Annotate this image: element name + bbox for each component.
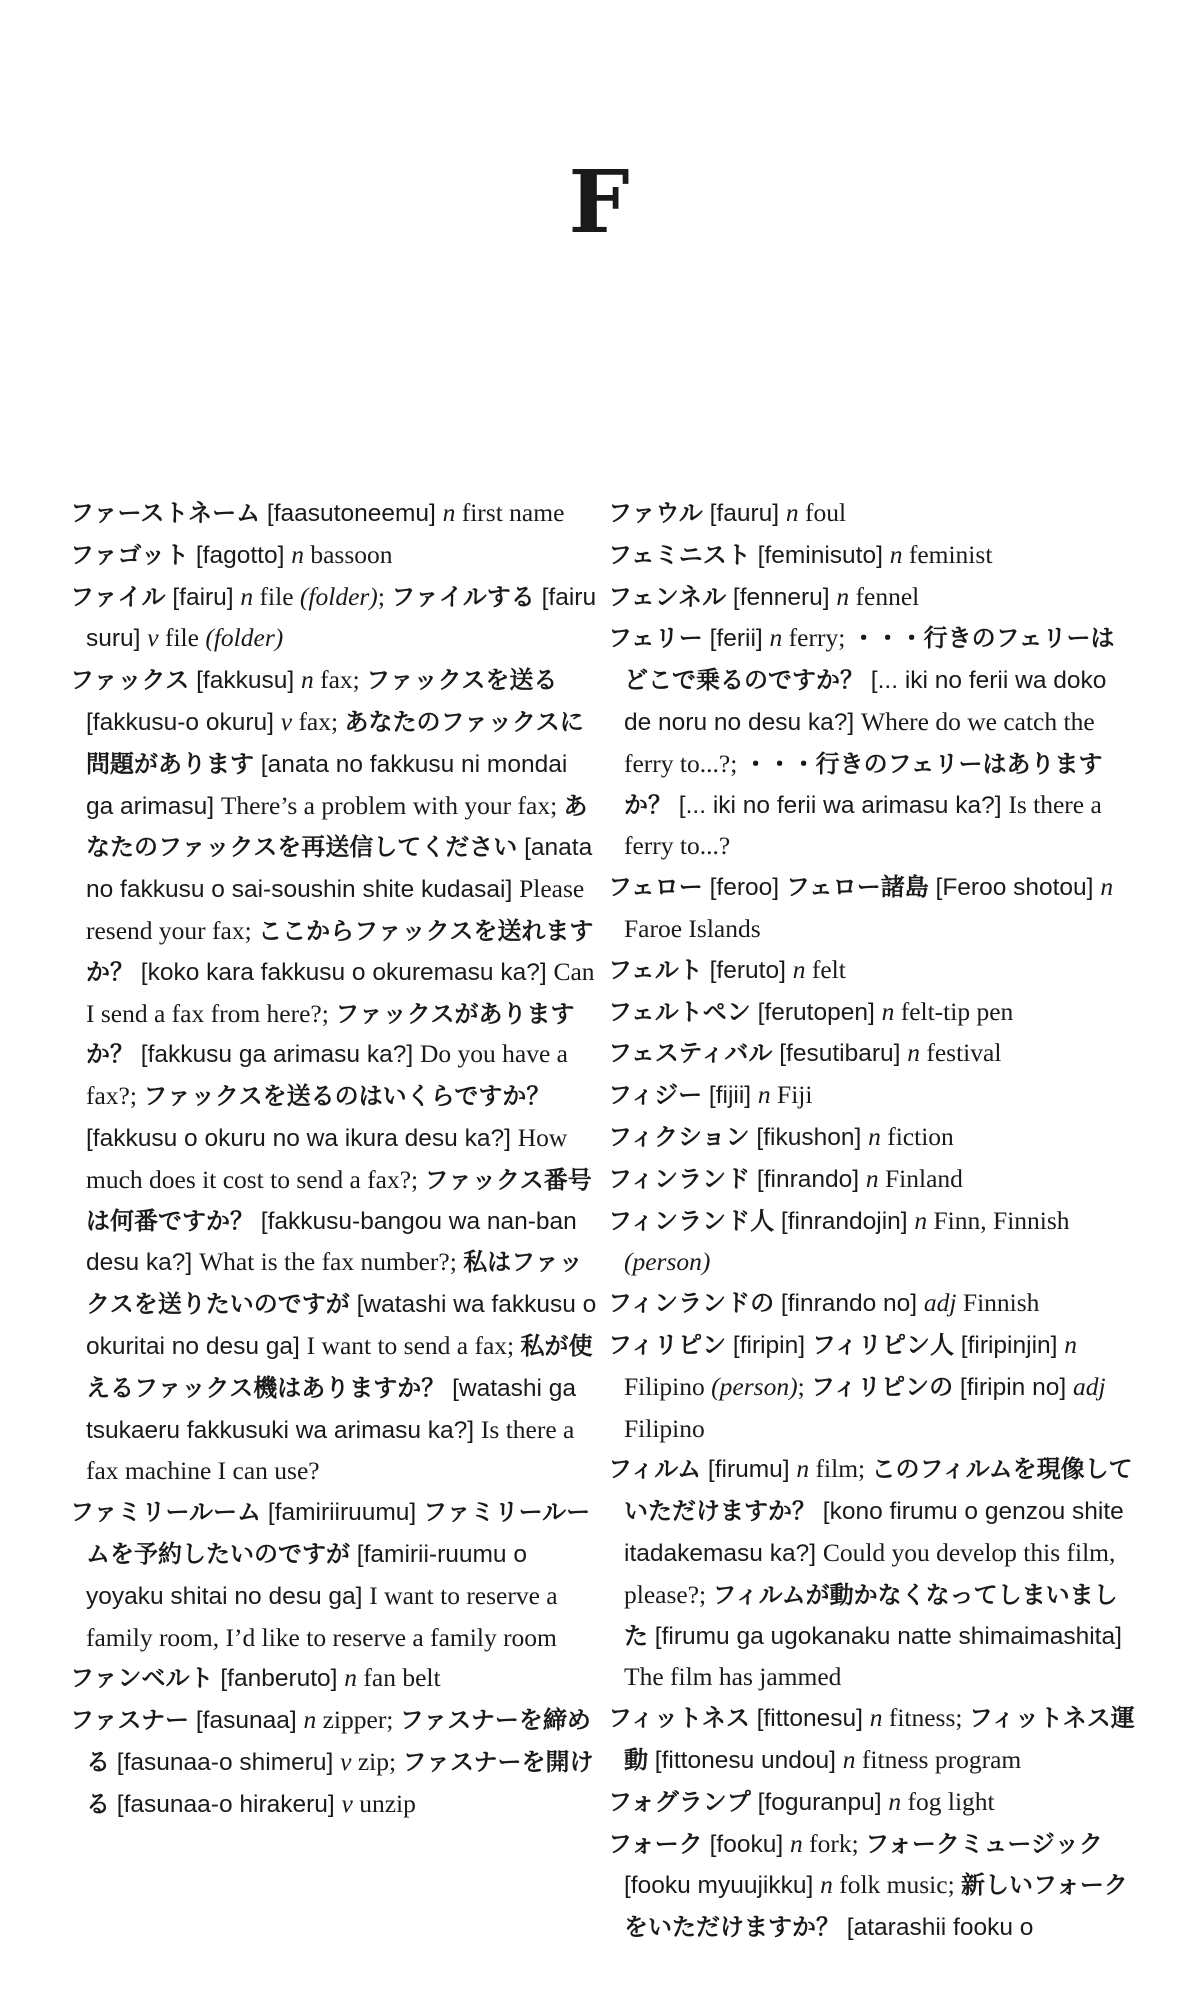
japanese-term: 新しいフォークをいただけますか？: [624, 1871, 1128, 1942]
japanese-term: フィジー: [608, 1081, 703, 1110]
japanese-term: ファスナーを開ける: [86, 1747, 594, 1818]
dictionary-entry: [608, 1075, 1138, 1117]
romanization: [kono firumu o genzou shite itadakemasu ka?]: [624, 1498, 1124, 1567]
romanization: [fooku myuujikku]: [624, 1872, 821, 1900]
part-of-speech: adj: [923, 1288, 957, 1318]
japanese-term: 私はファックスを送りたいのですが: [86, 1248, 583, 1319]
usage-note: (folder): [205, 623, 284, 653]
japanese-term: 私が使えるファックス機はありますか？: [86, 1331, 593, 1402]
romanization: [fakkusu-bangou wa nan-ban desu ka?]: [86, 1207, 577, 1277]
english-gloss: There’s a problem with your fax;: [220, 790, 564, 820]
japanese-term: フィンランド人: [608, 1206, 775, 1235]
dictionary-entry: [70, 535, 600, 577]
english-gloss: Finn, Finnish: [927, 1205, 1070, 1235]
part-of-speech: n: [789, 1828, 803, 1858]
romanization: [finrando no]: [774, 1290, 924, 1318]
english-gloss: Could you develop this film, please?;: [624, 1537, 1116, 1609]
japanese-term: ファックスを送る: [366, 666, 558, 695]
english-gloss: Finnish: [956, 1288, 1040, 1318]
romanization: [fooku]: [702, 1830, 790, 1858]
romanization: [fijii]: [702, 1082, 758, 1110]
romanization: [firipin]: [726, 1331, 812, 1359]
romanization: [ferutopen]: [750, 998, 882, 1026]
romanization: [fittonesu]: [749, 1705, 870, 1733]
japanese-term: フィリピン人: [811, 1330, 954, 1359]
part-of-speech: n: [1064, 1329, 1078, 1359]
romanization: [fakkusu]: [189, 667, 301, 695]
japanese-term: フェンネル: [608, 582, 727, 611]
english-gloss: feminist: [902, 539, 993, 569]
japanese-term: フェスティバル: [608, 1039, 773, 1068]
dictionary-entry: [608, 1325, 1138, 1449]
japanese-term: フィクション: [608, 1122, 750, 1151]
english-gloss: Filipino: [624, 1413, 705, 1443]
part-of-speech: n: [820, 1870, 833, 1900]
part-of-speech: n: [907, 1038, 920, 1068]
dictionary-entry: [608, 1117, 1138, 1159]
part-of-speech: n: [914, 1205, 928, 1235]
english-gloss: zip;: [351, 1746, 403, 1776]
dictionary-entry: [608, 618, 1138, 867]
dictionary-entry: [608, 1159, 1138, 1201]
japanese-term: ファミリールーム: [70, 1498, 262, 1527]
romanization: [fauru]: [702, 500, 786, 527]
part-of-speech: n: [792, 954, 806, 984]
japanese-term: フェルトペン: [608, 997, 751, 1026]
english-gloss: Is there a ferry to...?: [624, 789, 1102, 861]
dictionary-entry: [608, 493, 1138, 535]
romanization: [feroo]: [702, 874, 786, 902]
dictionary-entry: [70, 493, 600, 535]
english-gloss: ferry;: [782, 623, 852, 653]
romanization: [fakkusu ga arimasu ka?]: [134, 1041, 420, 1069]
left-column: [70, 493, 600, 1826]
japanese-term: フィンランド: [608, 1164, 751, 1193]
japanese-term: ファミリールームを予約したいのですが: [86, 1498, 591, 1568]
english-gloss: fiction: [880, 1121, 954, 1151]
english-gloss: foul: [798, 498, 847, 527]
romanization: [Feroo shotou]: [928, 874, 1101, 902]
english-gloss: How much does it cost to send a fax?;: [86, 1122, 568, 1194]
romanization: [fanberuto]: [213, 1665, 345, 1693]
japanese-term: フォークミュージック: [865, 1829, 1103, 1858]
part-of-speech: n: [796, 1454, 810, 1484]
japanese-term: フェロー諸島: [785, 873, 929, 902]
english-gloss: fork;: [802, 1828, 866, 1858]
dictionary-entry: [70, 660, 600, 1492]
part-of-speech: n: [842, 1744, 856, 1774]
punctuation: ;: [377, 581, 392, 611]
english-gloss: The film has jammed: [624, 1662, 842, 1692]
japanese-term: フィルム: [608, 1455, 702, 1484]
romanization: [fagotto]: [189, 541, 292, 569]
romanization: [firumu]: [701, 1456, 797, 1484]
romanization: [fairu]: [165, 583, 241, 611]
english-gloss: zipper;: [316, 1705, 400, 1735]
japanese-term: ファックスを送るのはいくらですか？: [143, 1082, 551, 1111]
section-letter-heading: F: [568, 152, 630, 253]
dictionary-entry: [70, 1492, 600, 1658]
usage-note: (folder): [299, 581, 378, 611]
english-gloss: What is the fax number?;: [199, 1247, 464, 1277]
romanization: [fasunaa-o shimeru]: [110, 1748, 341, 1776]
english-gloss: Is there a fax machine I can use?: [86, 1414, 575, 1486]
english-gloss: first name: [455, 498, 565, 527]
dictionary-entry: [70, 1700, 600, 1825]
romanization: [fasunaa-o hirakeru]: [110, 1790, 342, 1818]
english-gloss: Please resend your fax;: [86, 874, 585, 945]
english-gloss: Where do we catch the ferry to...?;: [624, 706, 1095, 778]
english-gloss: Faroe Islands: [624, 913, 761, 943]
part-of-speech: n: [889, 539, 903, 569]
romanization: [faasutoneemu]: [260, 500, 443, 527]
english-gloss: fan belt: [357, 1663, 441, 1693]
romanization: [firumu ga ugokanaku natte shimaimashita]: [648, 1622, 1122, 1650]
english-gloss: Fiji: [770, 1080, 813, 1110]
japanese-term: ・・・行きのフェリーはありますか？: [624, 749, 1103, 819]
dictionary-entry: [608, 577, 1138, 619]
romanization: [fenneru]: [726, 583, 837, 611]
romanization: [fakkusu o okuru no wa ikura desu ka?]: [86, 1124, 518, 1152]
english-gloss: fog light: [901, 1786, 995, 1816]
english-gloss: felt: [805, 954, 846, 984]
english-gloss: I want to reserve a family room, I’d like to reserve a family room: [86, 1580, 558, 1652]
english-gloss: Filipino: [624, 1371, 712, 1401]
english-gloss: felt-tip pen: [894, 996, 1014, 1026]
dictionary-entry: [608, 867, 1138, 950]
romanization: [fakkusu-o okuru]: [86, 708, 281, 736]
japanese-term: フィリピンの: [811, 1372, 954, 1401]
japanese-term: フェルト: [608, 955, 703, 984]
romanization: [fasunaa]: [189, 1707, 304, 1735]
romanization: [feminisuto]: [750, 541, 890, 569]
english-gloss: file: [158, 623, 206, 653]
japanese-term: フェロー: [608, 873, 703, 902]
english-gloss: folk music;: [832, 1870, 962, 1900]
usage-note: (person): [711, 1371, 798, 1401]
english-gloss: Finland: [878, 1163, 963, 1193]
part-of-speech: n: [888, 1786, 902, 1816]
japanese-term: フェミニスト: [608, 540, 751, 569]
part-of-speech: n: [757, 1080, 771, 1110]
japanese-term: ファウル: [608, 499, 703, 527]
english-gloss: unzip: [352, 1788, 416, 1818]
part-of-speech: v: [340, 1746, 352, 1776]
part-of-speech: v: [280, 706, 293, 736]
part-of-speech: n: [785, 498, 799, 527]
japanese-term: ここからファックスを送れますか？: [86, 916, 594, 986]
romanization: [feruto]: [702, 956, 793, 984]
english-gloss: Do you have a fax?;: [86, 1039, 568, 1111]
japanese-term: ファゴット: [70, 540, 190, 569]
japanese-term: ファスナー: [70, 1706, 190, 1735]
dictionary-entry: [608, 535, 1138, 577]
english-gloss: fitness program: [855, 1744, 1022, 1774]
part-of-speech: n: [769, 623, 783, 653]
romanization: [koko kara fakkusu o okuremasu ka?]: [134, 958, 554, 986]
dictionary-entry: [608, 1033, 1138, 1075]
japanese-term: ファスナーを締める: [86, 1706, 591, 1776]
part-of-speech: n: [868, 1121, 881, 1151]
romanization: [fairu suru]: [86, 583, 597, 653]
english-gloss: fitness;: [882, 1703, 969, 1733]
english-gloss: I want to send a fax;: [306, 1330, 521, 1360]
japanese-term: フォーク: [608, 1829, 703, 1858]
romanization: [watashi wa fakkusu o okuritai no desu ga]: [86, 1291, 597, 1360]
part-of-speech: n: [869, 1703, 883, 1733]
japanese-term: フィリピン: [608, 1330, 727, 1359]
japanese-term: フィンランドの: [608, 1289, 775, 1318]
japanese-term: ファイルする: [391, 582, 535, 611]
dictionary-entry: [608, 1782, 1138, 1824]
english-gloss: fax;: [292, 706, 345, 736]
japanese-term: フェリー: [608, 624, 703, 653]
romanization: [famirii-ruumu o yoyaku shitai no desu ga]: [86, 1540, 527, 1610]
romanization: [firipinjin]: [953, 1331, 1065, 1359]
dictionary-entry: [70, 577, 600, 661]
dictionary-entry: [608, 1283, 1138, 1325]
romanization: [fittonesu undou]: [648, 1746, 843, 1774]
romanization: [... iki no ferii wa arimasu ka?]: [672, 791, 1009, 819]
japanese-term: あなたのファックスに問題があります: [86, 707, 584, 778]
part-of-speech: v: [341, 1788, 353, 1818]
japanese-term: フィットネス運動: [624, 1704, 1135, 1774]
part-of-speech: n: [836, 581, 850, 611]
japanese-term: あなたのファックスを再送信してください: [86, 791, 588, 862]
romanization: [ferii]: [702, 625, 770, 653]
part-of-speech: n: [1100, 872, 1114, 902]
part-of-speech: n: [442, 498, 456, 527]
english-gloss: festival: [919, 1038, 1002, 1068]
dictionary-entry: [70, 1658, 600, 1700]
romanization: [famiriiruumu]: [261, 1499, 424, 1527]
usage-note: (person): [624, 1247, 711, 1277]
english-gloss: file: [253, 581, 300, 611]
dictionary-entry: [608, 1201, 1138, 1284]
part-of-speech: adj: [1072, 1371, 1106, 1401]
part-of-speech: n: [291, 539, 304, 569]
english-gloss: bassoon: [303, 539, 393, 569]
dictionary-entry: [608, 1698, 1138, 1782]
part-of-speech: n: [240, 581, 254, 611]
romanization: [atarashii fooku o: [840, 1914, 1034, 1942]
part-of-speech: n: [865, 1163, 879, 1193]
dictionary-entry: [608, 992, 1138, 1034]
punctuation: ;: [797, 1371, 812, 1401]
japanese-term: フォグランプ: [608, 1787, 751, 1816]
right-column: [608, 493, 1138, 1949]
dictionary-entry: [608, 1824, 1138, 1949]
english-gloss: fennel: [849, 581, 920, 611]
part-of-speech: v: [147, 623, 159, 653]
japanese-term: フィルムが動かなくなってしまいました: [624, 1580, 1118, 1650]
part-of-speech: n: [344, 1663, 358, 1693]
dictionary-entry: [608, 1449, 1138, 1698]
romanization: [foguranpu]: [750, 1788, 889, 1816]
romanization: [anata no fakkusu ni mondai ga arimasu]: [86, 750, 568, 820]
japanese-term: このフィルムを現像していただけますか？: [624, 1455, 1133, 1526]
romanization: [fesutibaru]: [772, 1040, 908, 1068]
japanese-term: ファーストネーム: [70, 499, 261, 527]
japanese-term: フィットネス: [608, 1704, 750, 1733]
romanization: [fikushon]: [749, 1123, 869, 1151]
romanization: [anata no fakkusu o sai-soushin shite kudasai]: [86, 834, 593, 904]
english-gloss: Can I send a fax from here?;: [86, 956, 595, 1028]
japanese-term: ・・・行きのフェリーはどこで乗るのですか？: [624, 624, 1115, 695]
japanese-term: ファンベルト: [70, 1664, 214, 1693]
japanese-term: ファックス: [70, 666, 190, 695]
romanization: [... iki no ferii wa doko de noru no desu ka?]: [624, 667, 1107, 736]
part-of-speech: n: [300, 665, 314, 695]
romanization: [finrandojin]: [774, 1207, 915, 1235]
english-gloss: fax;: [313, 665, 367, 695]
romanization: [watashi ga tsukaeru fakkusuki wa arimasu ka?]: [86, 1374, 577, 1444]
japanese-term: ファックス番号は何番ですか？: [86, 1165, 592, 1235]
japanese-term: ファックスがありますか？: [86, 999, 575, 1069]
part-of-speech: n: [881, 996, 895, 1026]
romanization: [firipin no]: [953, 1373, 1073, 1401]
romanization: [finrando]: [750, 1165, 866, 1193]
japanese-term: ファイル: [70, 582, 166, 611]
english-gloss: film;: [809, 1454, 872, 1484]
part-of-speech: n: [303, 1705, 317, 1735]
dictionary-entry: [608, 950, 1138, 992]
